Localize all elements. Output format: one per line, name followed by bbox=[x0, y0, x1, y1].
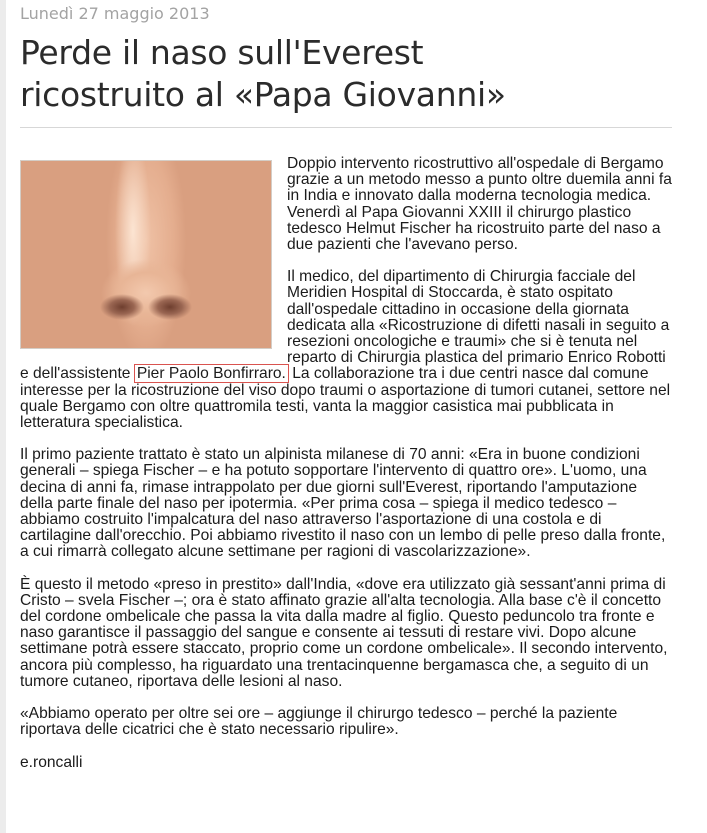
article-signature: e.roncalli bbox=[20, 753, 83, 771]
article-headline bbox=[20, 32, 672, 116]
article-date: Lunedì 27 maggio 2013 bbox=[20, 4, 210, 23]
headline-line-2: ricostruito al «Papa Giovanni» bbox=[20, 75, 506, 114]
page-left-border bbox=[0, 0, 6, 833]
headline-line-1: Perde il naso sull'Everest bbox=[20, 33, 424, 72]
paragraph-5: «Abbiamo operato per oltre sei ore – aggiunge il chirurgo tedesco – perché la paziente riportava delle cicatrici che è stato necessario ripulire». bbox=[20, 705, 618, 739]
article-body bbox=[20, 156, 672, 771]
paragraph-3: Il primo paziente trattato è stato un alpinista milanese di 70 anni: «Era in buone condizioni generali – spiega Fischer – e ha potuto sopportare l'intervento di quattro ore». L'uomo, una decina di anni fa, rimase intrappolato per due giorni sull'Everest, riportando l'amputazione della parte finale del naso per ipotermia. «Per prima cosa – spiega il medico tedesco – abbiamo costruito l'impalcatura del naso attraverso l'asportazione di una costola e di cartilagine dall'orecchio. Poi abbiamo rivestito il naso con un lembo di pelle preso dalla fronte, a cui rimarrà collegato alcune settimane per ragioni di vascolarizzazione». bbox=[20, 446, 666, 561]
nose-photo bbox=[20, 160, 272, 349]
paragraph-1: Doppio intervento ricostruttivo all'ospedale di Bergamo grazie a un metodo messo a punto oltre duemila anni fa in India e innovato dalla moderna tecnologia medica. Venerdì al Papa Giovanni XXIII il chirurgo plastico tedesco Helmut Fischer ha ricostruito parte del naso a due pazienti che l'avevano perso. bbox=[287, 155, 672, 254]
paragraph-2-text-after: La collaborazione tra i due centri nasce dal comune interesse per la ricostruzione del viso dopo traumi o asportazione di tumori cutanei, settore nel quale Bergamo con oltre quattromila testi, vanta la maggior casistica mai pubblicata in letteratura specialistica. bbox=[20, 365, 671, 432]
highlighted-name: Pier Paolo Bonfirraro. bbox=[136, 365, 286, 383]
article bbox=[20, 0, 672, 787]
paragraph-4: È questo il metodo «preso in prestito» dall'India, «dove era utilizzato già sessant'anni prima di Cristo – svela Fischer –; ora è stato affinato grazie all'alta tecnologia. Alla base c'è il concetto del cordone ombelicale che passa la vita dalla madre al figlio. Questo peduncolo tra fronte e naso garantisce il passaggio del sangue e consente ai tessuti di restare vivi. Dopo alcune settimane potrà essere staccato, proprio come un cordone ombelicale». Il secondo intervento, ancora più complesso, ha riguardato una trentacinquenne bergamasca che, a seguito di un tumore cutaneo, riportava delle lesioni al naso. bbox=[20, 575, 668, 690]
paragraph-2-text-before: Il medico, del dipartimento di Chirurgia facciale del Meridien Hospital di Stoccarda, è stato ospitato dall'ospedale cittadino in occasione della giornata dedicata alla «Ricostruzione di difetti nasali in seguito a resezioni oncologiche e traumi» che si è tenuta nel reparto di Chirurgia plastica del primario Enrico Robotti e dell'assistente bbox=[20, 268, 670, 383]
headline-divider bbox=[20, 127, 672, 128]
